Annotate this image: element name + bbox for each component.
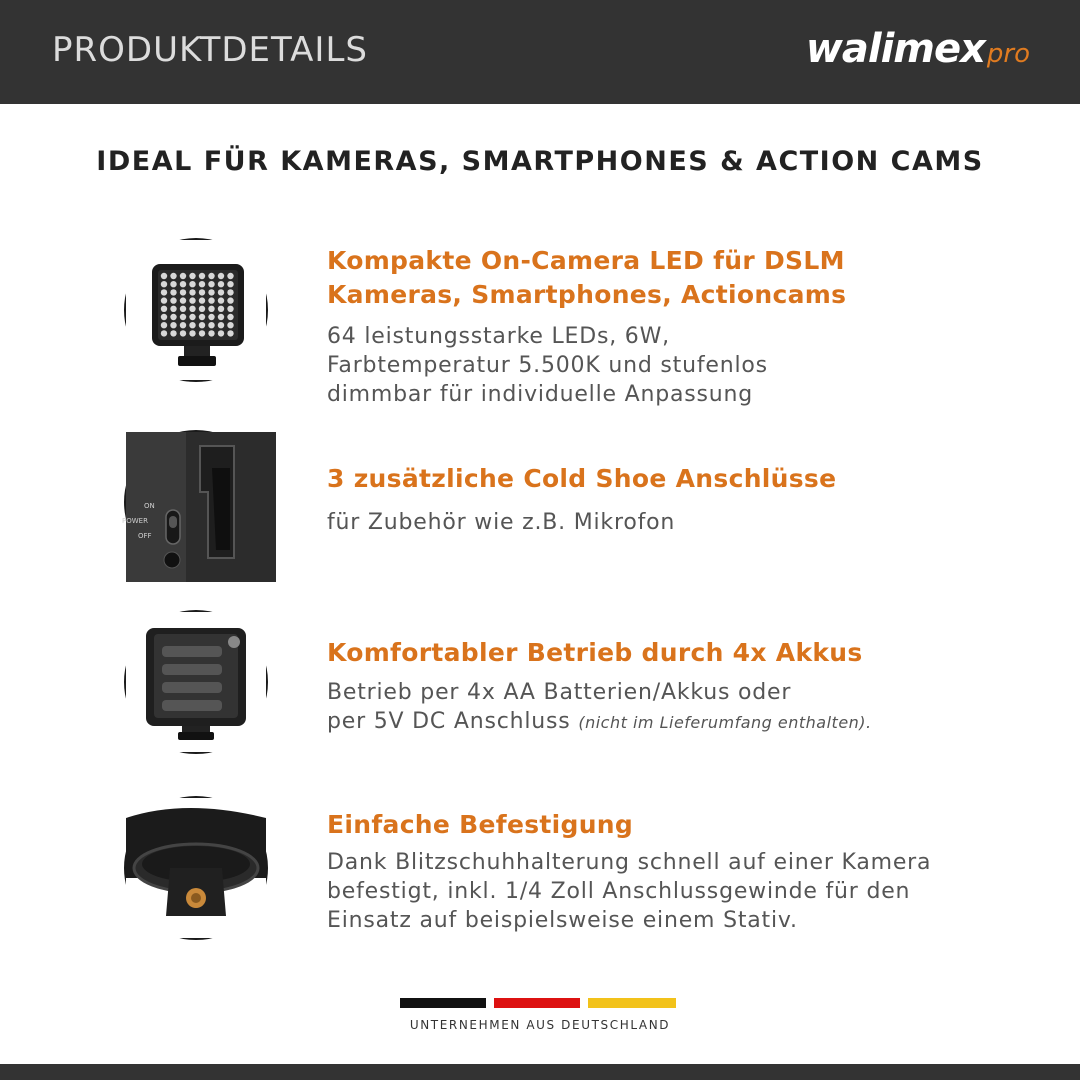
switch-off-label: OFF	[138, 532, 152, 540]
cold-shoe-icon	[124, 430, 268, 574]
footer-label: UNTERNEHMEN AUS DEUTSCHLAND	[409, 1018, 671, 1032]
switch-power-label: POWER	[122, 517, 148, 525]
brand-logo	[806, 26, 1030, 78]
feature-desc-line: Farbtemperatur 5.500K und stufenlos	[327, 353, 768, 378]
feature-title-line: Einfache Befestigung	[327, 810, 634, 839]
feature-desc-line: 64 leistungsstarke LEDs, 6W,	[327, 324, 670, 349]
feature-desc-line: Einsatz auf beispielsweise einem Stativ.	[327, 908, 798, 933]
feature-desc-line: befestigt, inkl. 1/4 Zoll Anschlussgewinde für den	[327, 879, 911, 904]
battery-compartment-icon	[124, 610, 268, 754]
feature-desc-line: Dank Blitzschuhhalterung schnell auf einer Kamera	[327, 850, 932, 875]
header-bar	[0, 0, 1080, 104]
feature-title-line: Kompakte On-Camera LED für DSLM	[327, 246, 845, 275]
feature-desc-line: für Zubehör wie z.B. Mikrofon	[327, 510, 676, 535]
flag-stripe-red	[494, 998, 580, 1008]
feature-desc-line: per 5V DC Anschluss	[327, 709, 571, 734]
logo-suffix-text: pro	[986, 39, 1030, 69]
header-title: PRODUKTDETAILS	[52, 30, 368, 70]
switch-on-label: ON	[144, 502, 155, 510]
feature-desc-line: Betrieb per 4x AA Batterien/Akkus oder	[327, 680, 792, 705]
led-panel-icon	[124, 238, 268, 382]
feature-title-line: Kameras, Smartphones, Actioncams	[327, 280, 847, 309]
footer-bar	[0, 1064, 1080, 1080]
feature-desc-note: (nicht im Lieferumfang enthalten).	[578, 713, 872, 732]
flag-stripe-gold	[588, 998, 676, 1008]
shoe-mount-icon	[124, 796, 268, 940]
feature-title-line: 3 zusätzliche Cold Shoe Anschlüsse	[327, 464, 837, 493]
flag-stripe-black	[400, 998, 486, 1008]
feature-desc-line: dimmbar für individuelle Anpassung	[327, 382, 754, 407]
logo-main-text: walimex	[805, 26, 985, 72]
page-headline: IDEAL FÜR KAMERAS, SMARTPHONES & ACTION CAMS	[96, 146, 984, 177]
feature-title-line: Komfortabler Betrieb durch 4x Akkus	[327, 638, 863, 667]
